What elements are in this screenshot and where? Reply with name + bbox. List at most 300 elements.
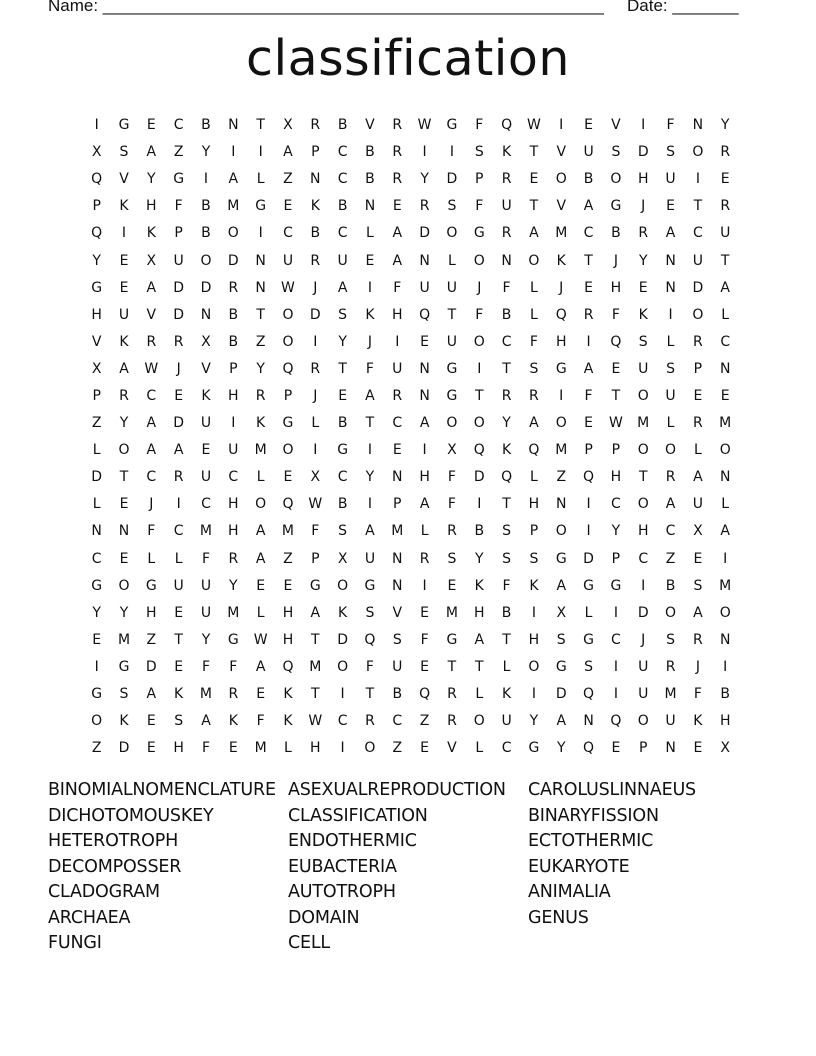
grid-letter: T (529, 144, 539, 161)
grid-letter: M (637, 415, 650, 432)
grid-letter: K (638, 306, 648, 323)
grid-letter: G (528, 740, 540, 757)
grid-letter: R (392, 171, 403, 188)
grid-letter: O (665, 604, 677, 621)
grid-letter: C (337, 144, 348, 161)
grid-letter: X (91, 144, 102, 161)
grid-letter: Q (528, 442, 540, 459)
grid-letter: L (475, 686, 484, 703)
grid-letter: H (146, 604, 157, 621)
grid-letter: L (147, 550, 156, 567)
grid-letter: V (556, 144, 567, 161)
grid-letter: P (92, 387, 101, 404)
grid-letter: L (666, 333, 675, 350)
grid-letter: C (337, 469, 348, 486)
grid-letter: Y (474, 550, 484, 567)
grid-letter: E (146, 740, 156, 757)
grid-letter: G (91, 577, 103, 594)
grid-letter: J (367, 333, 373, 350)
grid-letter: N (255, 279, 266, 296)
grid-letter: O (637, 387, 649, 404)
grid-letter: H (392, 306, 403, 323)
grid-letter: N (91, 523, 102, 540)
grid-letter: M (719, 415, 732, 432)
grid-letter: G (118, 117, 130, 134)
grid-row (83, 600, 739, 627)
grid-letter: E (256, 686, 266, 703)
grid-letter: O (473, 333, 485, 350)
grid-letter: J (695, 658, 700, 675)
grid-letter: F (475, 198, 484, 215)
grid-letter: I (586, 333, 591, 350)
grid-letter: S (119, 686, 129, 703)
grid-letter: C (583, 225, 594, 242)
grid-letter: I (94, 117, 99, 134)
grid-letter: F (420, 631, 429, 648)
grid-letter: I (367, 279, 373, 296)
grid-letter: S (556, 631, 566, 648)
grid-letter: H (228, 523, 239, 540)
grid-letter: S (338, 523, 348, 540)
grid-letter: O (118, 442, 130, 459)
word-list-item: CLADOGRAM (48, 882, 160, 902)
grid-letter: B (665, 577, 676, 594)
grid-letter: Q (555, 306, 567, 323)
grid-letter: Q (583, 469, 595, 486)
grid-letter: A (583, 198, 594, 215)
grid-letter: C (228, 469, 239, 486)
grid-letter: G (555, 658, 567, 675)
name-field-label: Name: _____________________________________________________ (48, 0, 604, 15)
grid-letter: V (365, 117, 375, 134)
grid-letter: E (447, 577, 457, 594)
grid-letter: A (201, 713, 211, 730)
grid-letter: Y (201, 631, 211, 648)
grid-letter: R (392, 117, 403, 134)
grid-row (83, 139, 739, 166)
word-list-item: BINARYFISSION (528, 805, 659, 826)
grid-letter: E (174, 387, 184, 404)
grid-letter: O (665, 442, 677, 459)
word-list-item: GENUS (528, 907, 589, 928)
grid-letter: C (173, 117, 184, 134)
grid-letter: R (720, 198, 731, 215)
grid-letter: A (556, 577, 567, 594)
grid-letter: N (118, 523, 130, 540)
grid-letter: W (281, 279, 295, 296)
grid-letter: G (473, 225, 485, 242)
grid-letter: D (692, 279, 704, 296)
grid-letter: A (392, 252, 403, 269)
grid-letter: D (118, 740, 130, 757)
grid-letter: S (529, 360, 539, 377)
grid-letter: I (94, 658, 99, 675)
grid-letter: S (502, 550, 512, 567)
grid-letter: E (584, 415, 593, 432)
grid-letter: M (199, 523, 213, 540)
grid-letter: W (308, 496, 323, 513)
grid-letter: A (529, 225, 539, 242)
grid-letter: O (528, 252, 540, 269)
grid-letter: L (311, 415, 320, 432)
grid-letter: R (392, 387, 403, 404)
grid-letter: M (445, 604, 458, 621)
grid-letter: E (420, 740, 430, 757)
grid-letter: O (337, 577, 349, 594)
grid-letter: E (119, 496, 129, 513)
grid-letter: G (610, 577, 622, 594)
grid-letter: B (228, 306, 239, 323)
grid-letter: G (583, 631, 594, 648)
grid-letter: G (309, 577, 321, 594)
grid-letter: L (92, 442, 101, 459)
grid-letter: O (91, 713, 103, 730)
grid-letter: A (665, 225, 676, 242)
grid-letter: P (311, 144, 320, 161)
grid-letter: O (282, 333, 294, 350)
date-field-label: Date: _______ (627, 0, 739, 15)
grid-letter: J (641, 198, 646, 215)
grid-letter: O (446, 225, 458, 242)
grid-letter: W (144, 360, 159, 377)
grid-letter: A (583, 360, 594, 377)
grid-letter: O (118, 577, 130, 594)
grid-letter: I (559, 387, 564, 404)
grid-letter: U (200, 469, 212, 486)
grid-letter: M (254, 740, 267, 757)
grid-letter: W (417, 117, 432, 134)
grid-letter: M (281, 523, 294, 540)
grid-letter: Q (419, 306, 431, 323)
grid-letter: V (91, 333, 102, 350)
grid-letter: Q (610, 333, 622, 350)
grid-letter: S (392, 631, 402, 648)
grid-letter: S (666, 144, 675, 161)
grid-letter: P (611, 442, 621, 459)
grid-letter: U (638, 686, 649, 703)
grid-letter: A (283, 144, 293, 161)
grid-row (83, 681, 739, 708)
grid-letter: P (174, 225, 183, 242)
grid-letter: N (583, 713, 594, 730)
grid-letter: M (391, 523, 404, 540)
grid-letter: I (641, 577, 646, 594)
grid-letter: P (393, 496, 402, 513)
grid-letter: V (556, 198, 567, 215)
grid-letter: C (692, 225, 703, 242)
grid-letter: A (529, 415, 539, 432)
grid-letter: E (638, 279, 648, 296)
word-list-item: CELL (288, 933, 330, 953)
grid-letter: X (447, 442, 457, 459)
grid-letter: I (613, 604, 618, 621)
grid-letter: F (502, 577, 511, 594)
word-list-item: ENDOTHERMIC (288, 831, 417, 851)
grid-letter: T (447, 306, 457, 323)
grid-letter: I (695, 171, 700, 188)
grid-letter: Z (283, 550, 293, 567)
grid-letter: B (337, 415, 348, 432)
grid-letter: Y (420, 171, 429, 188)
grid-letter: T (311, 631, 320, 648)
grid-letter: D (419, 225, 430, 242)
grid-letter: D (173, 306, 185, 323)
grid-letter: H (610, 469, 622, 486)
grid-letter: K (693, 713, 703, 730)
grid-letter: G (364, 577, 376, 594)
grid-letter: F (666, 117, 675, 134)
grid-letter: A (365, 523, 375, 540)
grid-letter: U (118, 306, 130, 323)
grid-letter: J (313, 387, 318, 404)
grid-letter: U (501, 198, 512, 215)
grid-letter: O (692, 306, 704, 323)
grid-letter: B (583, 171, 594, 188)
grid-letter: W (308, 713, 323, 730)
grid-letter: O (555, 523, 567, 540)
grid-row (83, 275, 739, 302)
grid-letter: E (611, 740, 621, 757)
grid-letter: F (475, 117, 484, 134)
grid-letter: Q (364, 631, 376, 648)
grid-letter: A (146, 279, 157, 296)
grid-letter: F (174, 198, 183, 215)
grid-letter: G (255, 198, 267, 215)
word-list-item: BINOMIALNOMENCLATURE (48, 780, 276, 800)
grid-letter: K (283, 686, 293, 703)
grid-letter: A (665, 496, 676, 513)
grid-letter: D (637, 604, 649, 621)
grid-letter: S (666, 360, 675, 377)
grid-letter: O (473, 415, 485, 432)
word-list-item: ARCHAEA (48, 907, 131, 928)
grid-letter: I (231, 415, 236, 432)
grid-letter: P (229, 360, 238, 377)
grid-letter: Y (529, 713, 539, 730)
grid-row (83, 518, 739, 545)
grid-letter: H (637, 523, 649, 540)
grid-letter: E (720, 387, 730, 404)
grid-letter: P (311, 550, 320, 567)
grid-letter: U (446, 279, 458, 296)
grid-letter: L (666, 415, 675, 432)
grid-letter: N (228, 117, 239, 134)
grid-letter: A (392, 225, 403, 242)
grid-letter: P (283, 387, 293, 404)
grid-row (83, 193, 739, 220)
page-title: classification (246, 30, 570, 87)
grid-letter: T (474, 658, 484, 675)
grid-letter: A (419, 496, 430, 513)
grid-letter: I (586, 523, 591, 540)
word-list-item: HETEROTROPH (48, 831, 179, 851)
grid-letter: T (693, 198, 703, 215)
grid-letter: U (173, 577, 184, 594)
grid-letter: Y (92, 604, 101, 621)
grid-letter: I (367, 496, 373, 513)
grid-letter: R (447, 523, 457, 540)
grid-letter: R (146, 333, 157, 350)
grid-letter: E (529, 171, 539, 188)
grid-letter: S (119, 144, 129, 161)
grid-letter: Y (147, 171, 156, 188)
grid-letter: K (119, 333, 129, 350)
grid-letter: Z (91, 415, 102, 432)
grid-letter: N (665, 252, 676, 269)
grid-letter: F (447, 469, 456, 486)
grid-letter: C (337, 171, 348, 188)
grid-letter: A (720, 279, 730, 296)
grid-letter: K (119, 713, 129, 730)
grid-letter: H (555, 333, 567, 350)
grid-letter: I (477, 360, 482, 377)
grid-letter: R (501, 225, 512, 242)
grid-row (83, 356, 739, 383)
grid-letter: G (227, 631, 239, 648)
grid-letter: N (556, 496, 567, 513)
grid-letter: B (201, 225, 211, 242)
grid-letter: X (283, 117, 293, 134)
grid-letter: K (365, 306, 375, 323)
grid-letter: X (337, 550, 348, 567)
grid-letter: N (719, 631, 731, 648)
grid-letter: H (91, 306, 102, 323)
grid-letter: Z (255, 333, 266, 350)
grid-letter: E (338, 387, 348, 404)
grid-letter: R (365, 713, 375, 730)
grid-row (83, 383, 739, 410)
grid-letter: E (146, 117, 156, 134)
grid-letter: U (720, 225, 731, 242)
grid-letter: Q (583, 686, 595, 703)
grid-letter: I (340, 740, 345, 757)
grid-letter: T (502, 631, 511, 648)
grid-letter: E (146, 713, 156, 730)
grid-letter: L (584, 604, 593, 621)
grid-row (83, 220, 739, 247)
grid-letter: C (611, 631, 621, 648)
grid-row (83, 166, 739, 193)
grid-letter: M (664, 686, 677, 703)
grid-letter: L (530, 279, 538, 296)
grid-letter: B (228, 333, 239, 350)
grid-letter: N (719, 469, 731, 486)
grid-letter: T (720, 252, 730, 269)
grid-letter: U (665, 713, 676, 730)
grid-letter: X (91, 360, 102, 377)
grid-letter: R (310, 252, 321, 269)
grid-letter: I (531, 686, 536, 703)
grid-letter: U (419, 279, 430, 296)
grid-letter: I (258, 144, 263, 161)
grid-letter: N (392, 577, 403, 594)
letter-grid (83, 112, 739, 762)
grid-letter: I (231, 144, 236, 161)
grid-letter: B (501, 306, 512, 323)
grid-letter: P (611, 550, 621, 567)
grid-letter: U (392, 360, 403, 377)
grid-letter: X (310, 469, 321, 486)
grid-row (83, 654, 739, 681)
grid-letter: S (584, 658, 594, 675)
grid-letter: M (117, 631, 131, 648)
grid-letter: I (613, 658, 618, 675)
grid-row (83, 735, 739, 762)
grid-letter: U (173, 252, 184, 269)
grid-letter: H (310, 740, 321, 757)
grid-letter: A (556, 713, 567, 730)
grid-letter: L (693, 442, 702, 459)
grid-letter: I (258, 225, 263, 242)
grid-letter: U (228, 442, 239, 459)
grid-letter: X (146, 252, 157, 269)
grid-letter: U (200, 415, 212, 432)
grid-letter: F (365, 658, 374, 675)
word-list-item: EUBACTERIA (288, 856, 397, 877)
grid-letter: M (199, 686, 213, 703)
grid-letter: N (392, 550, 403, 567)
grid-letter: J (176, 360, 181, 377)
grid-letter: C (337, 225, 348, 242)
word-list-item: AUTOTROPH (288, 882, 396, 902)
grid-letter: M (227, 198, 240, 215)
grid-row (83, 112, 739, 139)
grid-letter: O (473, 252, 485, 269)
grid-letter: O (610, 171, 622, 188)
grid-letter: L (366, 225, 374, 242)
grid-letter: F (201, 740, 210, 757)
grid-letter: H (282, 631, 294, 648)
grid-letter: R (693, 631, 703, 648)
grid-letter: N (692, 117, 704, 134)
grid-letter: A (474, 631, 485, 648)
grid-letter: J (613, 252, 618, 269)
grid-letter: C (173, 523, 184, 540)
grid-row (83, 329, 739, 356)
grid-letter: D (173, 279, 185, 296)
grid-letter: R (255, 387, 266, 404)
grid-letter: J (477, 279, 482, 296)
grid-letter: T (174, 631, 183, 648)
grid-letter: D (91, 469, 103, 486)
grid-letter: S (447, 198, 457, 215)
grid-letter: E (201, 442, 211, 459)
grid-letter: H (146, 198, 157, 215)
grid-letter: E (611, 360, 621, 377)
grid-letter: F (529, 333, 538, 350)
grid-letter: Q (501, 469, 513, 486)
grid-letter: R (638, 225, 649, 242)
grid-letter: N (665, 279, 676, 296)
grid-letter: Z (146, 631, 157, 648)
grid-letter: S (666, 631, 675, 648)
grid-letter: O (446, 415, 458, 432)
grid-letter: G (91, 686, 103, 703)
grid-letter: T (338, 360, 347, 377)
grid-letter: O (528, 658, 540, 675)
grid-letter: K (310, 198, 320, 215)
grid-letter: T (256, 306, 265, 323)
grid-letter: U (638, 360, 649, 377)
grid-letter: G (337, 442, 349, 459)
grid-letter: R (447, 686, 457, 703)
grid-letter: B (474, 523, 485, 540)
grid-letter: E (584, 117, 593, 134)
grid-letter: E (283, 577, 293, 594)
grid-letter: I (176, 496, 181, 513)
grid-letter: Y (92, 252, 101, 269)
grid-letter: Y (611, 523, 621, 540)
